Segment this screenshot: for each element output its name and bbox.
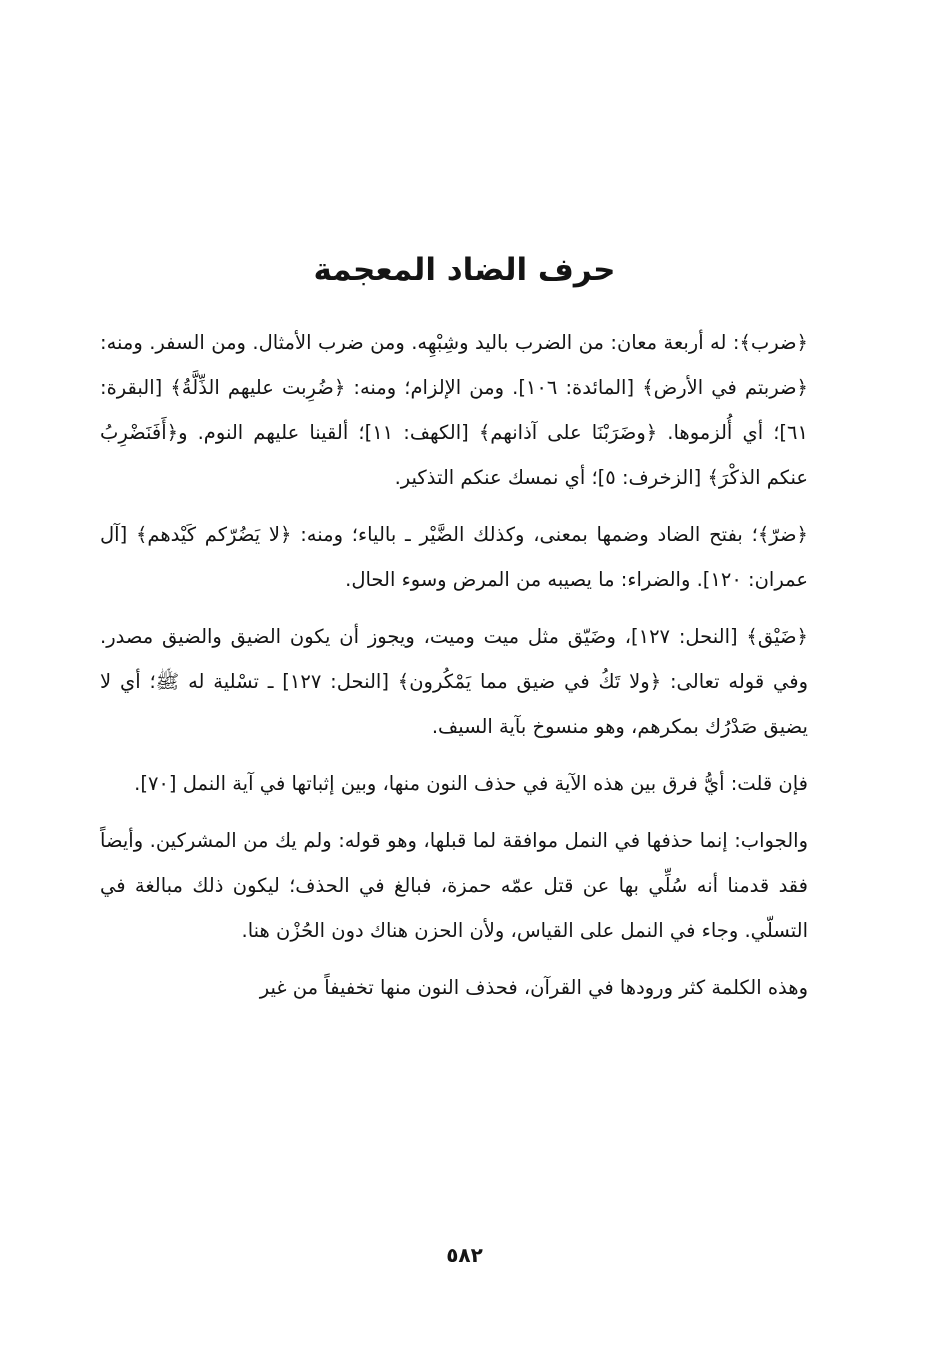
paragraph-dayq: ﴿ضَيْق﴾ [النحل: ١٢٧]، وضَيّق مثل ميت وميت، ويجوز أن يكون الضيق والضيق مصدر. وفي قوله تعالى: ﴿ولا تَكُ في ضيق مما يَمْكُرون﴾ [النحل: ١٢٧] ـ تسْلية له ﷺ؛ أي لا يضيق صَدْرُك بمكرهم، وهو منسوخ بآية السيف. [100,625,808,738]
paragraph-answer: والجواب: إنما حذفها في النمل موافقة لما قبلها، وهو قوله: ولم يك من المشركين. وأيضاً فقد قدمنا أنه سُلِّي بها عن قتل عمّه حمزة، فبالغ في الحذف؛ ليكون ذلك مبالغة في التسلّي. وجاء في النمل على القياس، ولأن الحزن هناك دون الحُزْن هنا. [100,829,808,942]
paragraph-darb: ﴿ضرب﴾: له أربعة معان: من الضرب باليد وشِبْهِه. ومن ضرب الأمثال. ومن السفر. ومنه: ﴿ضربتم في الأرض﴾ [المائدة: ١٠٦]. ومن الإلزام؛ ومنه: ﴿ضُرِبت عليهم الذِّلَّةُ﴾ [البقرة: ٦١]؛ أي أُلزموها. ﴿وضَرَبْنَا على آذانهم﴾ [الكهف: ١١]؛ ألقينا عليهم النوم. و﴿أَفَنَضْرِبُ عنكم الذكْرَ﴾ [الزخرف: ٥]؛ أي نمسك عنكم التذكير. [100,331,808,489]
paragraph-question: فإن قلت: أيُّ فرق بين هذه الآية في حذف النون منها، وبين إثباتها في آية النمل [٧٠]. [134,772,808,795]
paragraph-darr: ﴿ضرّ﴾؛ بفتح الضاد وضمها بمعنى، وكذلك الضَّيْر ـ بالياء؛ ومنه: ﴿لا يَضُرّكم كَيْدهم﴾ [آل عمران: ١٢٠]. والضراء: ما يصيبه من المرض وسوء الحال. [100,523,808,591]
page-body [100,320,808,1022]
page-title: حرف الضاد المعجمة [313,252,616,288]
page-number: ٥٨٢ [446,1243,483,1267]
paragraph-continuation: وهذه الكلمة كثر ورودها في القرآن، فحذف النون منها تخفيفاً من غير [259,976,808,999]
